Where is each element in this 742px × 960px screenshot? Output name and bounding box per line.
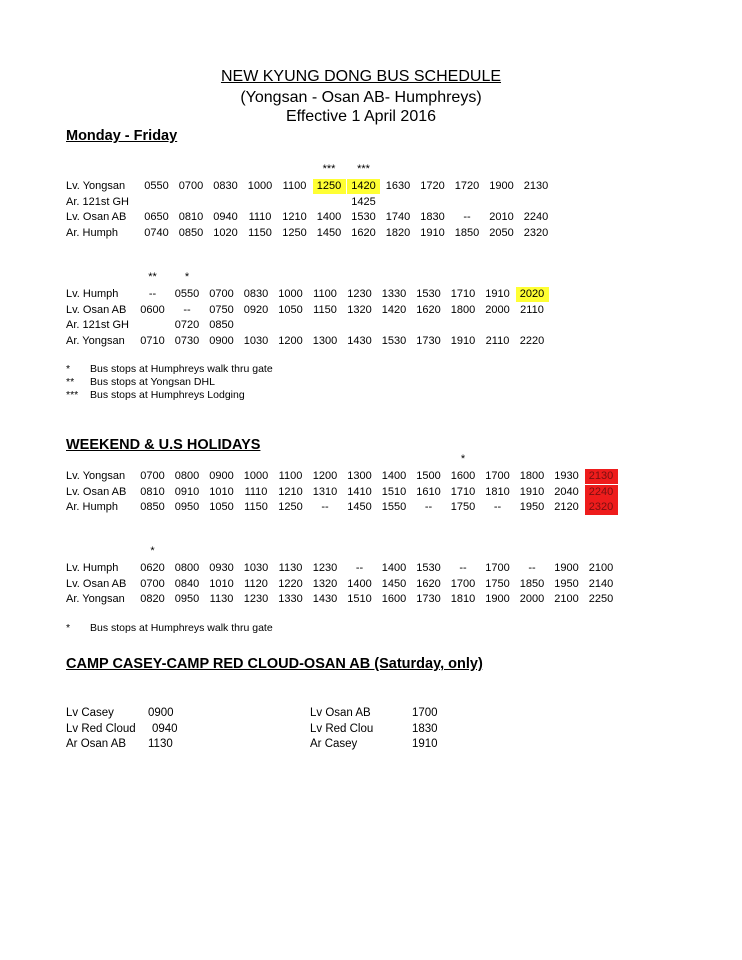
departure-time: 1820 [385, 226, 411, 239]
departure-time: 1100 [313, 288, 337, 300]
departure-time: 2140 [588, 577, 614, 590]
departure-time: 1450 [347, 501, 372, 513]
departure-time: 1530 [381, 334, 407, 347]
stop-label: Lv. Humph [66, 288, 119, 300]
saturday-heading: CAMP CASEY-CAMP RED CLOUD-OSAN AB (Saturday, only) [66, 656, 483, 672]
departure-time: 1120 [244, 577, 268, 590]
departure-time: 2130 [585, 469, 618, 484]
stop-label: Lv. Osan AB [66, 211, 127, 223]
departure-time: 0750 [209, 303, 234, 316]
service-marker: *** [322, 163, 336, 175]
departure-time: 0810 [140, 485, 165, 498]
departure-time: -- [148, 288, 157, 300]
departure-time: 1900 [554, 562, 579, 574]
departure-time: 0820 [140, 593, 165, 605]
departure-time: 1420 [381, 303, 407, 316]
departure-time: 1430 [312, 593, 338, 605]
departure-time: 1220 [278, 577, 303, 590]
departure-time: 2250 [588, 593, 614, 605]
departure-time: 1700 [485, 470, 510, 482]
departure-time: 1800 [519, 470, 545, 482]
departure-time: 0620 [140, 562, 165, 574]
service-marker: * [150, 545, 155, 557]
departure-time: 1210 [278, 485, 303, 498]
stop-label: Ar. 121st GH [66, 195, 129, 208]
departure-time: 1530 [351, 211, 376, 223]
stop-label: Ar. Yongsan [66, 334, 125, 347]
weekend-heading: WEEKEND & U.S HOLIDAYS [66, 437, 261, 453]
departure-time: 1800 [450, 303, 476, 316]
departure-time: 1130 [209, 593, 234, 605]
departure-time: -- [528, 562, 536, 574]
departure-time: 0850 [178, 226, 204, 239]
departure-time: 1200 [278, 334, 303, 347]
departure-time: 1030 [243, 562, 269, 574]
stop-label: Lv. Osan AB [66, 303, 127, 316]
departure-time: 0800 [174, 562, 200, 574]
departure-time: 1050 [278, 303, 303, 316]
departure-time: 1230 [312, 562, 338, 574]
departure-time: 1320 [347, 303, 372, 316]
footnote-symbol: *** [66, 389, 79, 401]
departure-time: 1410 [347, 485, 372, 498]
departure-time: 0700 [140, 577, 165, 590]
departure-time: 1050 [209, 501, 234, 513]
departure-time: 1300 [347, 470, 372, 482]
footnote-text: Bus stops at Humphreys walk thru gate [90, 363, 273, 375]
departure-time: 0730 [174, 334, 200, 347]
departure-time: 1850 [454, 226, 480, 239]
departure-time: 1010 [209, 577, 234, 590]
departure-time: 2040 [554, 485, 579, 498]
departure-time: 1130 [148, 738, 173, 750]
departure-time: 1400 [381, 562, 407, 574]
footnote-text: Bus stops at Humphreys walk thru gate [90, 622, 273, 634]
departure-time: -- [463, 211, 471, 223]
footnote-text: Bus stops at Yongsan DHL [90, 376, 215, 388]
footnote [66, 363, 273, 375]
departure-time: 1250 [282, 226, 307, 239]
departure-time: 1510 [347, 593, 372, 605]
departure-time: -- [355, 562, 364, 574]
departure-time: 2110 [485, 334, 510, 347]
departure-time: 1100 [278, 470, 303, 482]
departure-time: 0950 [174, 501, 200, 513]
footnote [66, 622, 273, 634]
departure-time: 0900 [209, 334, 234, 347]
departure-time: 0700 [178, 180, 204, 192]
departure-time: 1010 [209, 485, 234, 498]
route-subtitle: (Yongsan - Osan AB- Humphreys) [240, 89, 482, 106]
departure-time: 1600 [450, 470, 476, 482]
weekday-heading: Monday - Friday [66, 128, 178, 144]
departure-time: 1950 [519, 501, 545, 513]
departure-time: 0940 [213, 211, 238, 223]
departure-time: 1330 [278, 593, 303, 605]
departure-time: 0900 [209, 470, 234, 482]
departure-time: 1400 [316, 211, 342, 223]
departure-time: 1450 [316, 226, 342, 239]
stop-label: Ar. Humph [66, 501, 118, 513]
departure-time: 1810 [485, 485, 510, 498]
stop-label: Lv. Yongsan [66, 470, 126, 482]
footnote-symbol: ** [66, 376, 75, 388]
departure-time: 0830 [243, 288, 269, 300]
departure-time: 1910 [412, 738, 438, 750]
departure-time: -- [424, 501, 433, 513]
service-marker: ** [148, 271, 157, 283]
departure-time: 1000 [278, 288, 303, 300]
departure-time: 1830 [420, 211, 445, 223]
departure-time: 0810 [178, 211, 204, 223]
departure-time: 0550 [174, 288, 200, 300]
departure-time: 1710 [450, 288, 476, 300]
departure-time: 1150 [248, 226, 272, 239]
departure-time: 1425 [351, 195, 376, 208]
departure-time: 1250 [278, 501, 303, 513]
departure-time: 1200 [312, 470, 338, 482]
departure-time: 0840 [174, 577, 200, 590]
footnote-text: Bus stops at Humphreys Lodging [90, 389, 245, 401]
stop-label: Ar Osan AB [66, 738, 127, 750]
stop-label: Lv Red Cloud [66, 722, 136, 735]
departure-time: 1020 [213, 226, 238, 239]
stop-label: Lv Casey [66, 707, 114, 719]
footnote-symbol: * [66, 363, 71, 375]
stop-label: Ar. Yongsan [66, 593, 125, 605]
departure-time: 1320 [312, 577, 338, 590]
departure-time: 2320 [523, 226, 549, 239]
departure-time: 1900 [485, 593, 510, 605]
departure-time: 1250 [313, 179, 346, 194]
departure-time: 1430 [347, 334, 372, 347]
departure-time: 0700 [140, 470, 165, 482]
departure-time: 0800 [174, 470, 200, 482]
departure-time: 0830 [213, 180, 238, 192]
departure-time: 1750 [485, 577, 510, 590]
departure-time: 1230 [347, 288, 372, 300]
departure-time: 0720 [174, 319, 200, 331]
departure-time: 0930 [209, 562, 234, 574]
departure-time: 1910 [450, 334, 476, 347]
departure-time: 1000 [243, 470, 269, 482]
departure-time: 1950 [554, 577, 579, 590]
departure-time: 1110 [244, 485, 268, 498]
stop-label: Ar. 121st GH [66, 319, 129, 331]
departure-time: 0900 [148, 707, 174, 719]
departure-time: 1310 [312, 485, 338, 498]
stop-label: Ar. Humph [66, 226, 118, 239]
departure-time: 1930 [554, 470, 579, 482]
departure-time: 1400 [381, 470, 407, 482]
departure-time: 1700 [412, 707, 438, 719]
departure-time: 1110 [248, 211, 272, 223]
departure-time: 1620 [416, 577, 441, 590]
departure-time: 1750 [450, 501, 476, 513]
departure-time: 1500 [416, 470, 441, 482]
stop-label: Lv. Osan AB [66, 485, 127, 498]
departure-time: 1700 [450, 577, 476, 590]
departure-time: -- [321, 501, 329, 513]
departure-time: 1600 [381, 593, 407, 605]
departure-time: 0600 [140, 303, 165, 316]
departure-time: -- [459, 562, 467, 574]
departure-time: 0920 [243, 303, 269, 316]
departure-time: 1710 [450, 485, 476, 498]
departure-time: 0950 [174, 593, 200, 605]
departure-time: 2000 [519, 593, 545, 605]
departure-time: 0650 [144, 211, 169, 223]
schedule-title: NEW KYUNG DONG BUS SCHEDULE [220, 68, 502, 85]
departure-time: -- [183, 303, 191, 316]
departure-time: 2100 [554, 593, 579, 605]
departure-time: 1510 [381, 485, 407, 498]
departure-time: 1630 [385, 180, 411, 192]
departure-time: 1550 [381, 501, 407, 513]
departure-time: 1910 [519, 485, 545, 498]
departure-time: 0910 [174, 485, 200, 498]
departure-time: 1530 [416, 562, 441, 574]
departure-time: 1420 [347, 179, 380, 194]
departure-time: 0740 [144, 226, 169, 239]
departure-time: 2110 [520, 303, 544, 316]
departure-time: 0850 [209, 319, 234, 331]
departure-time: 1150 [313, 303, 337, 316]
departure-time: 1810 [450, 593, 476, 605]
departure-time: 0700 [209, 288, 234, 300]
departure-time: 1230 [243, 593, 269, 605]
departure-time: 2000 [485, 303, 510, 316]
departure-time: -- [493, 501, 502, 513]
departure-time: 0850 [140, 501, 165, 513]
departure-time: 0550 [144, 180, 169, 192]
departure-time: 1730 [416, 334, 441, 347]
departure-time: 2010 [489, 211, 514, 223]
departure-time: 1000 [247, 180, 273, 192]
departure-time: 2320 [585, 500, 618, 515]
stop-label: Lv. Humph [66, 562, 119, 574]
departure-time: 1100 [282, 180, 307, 192]
departure-time: 1210 [282, 211, 307, 223]
effective-date: Effective 1 April 2016 [285, 108, 437, 125]
departure-time: 2240 [523, 211, 549, 223]
departure-time: 1610 [416, 485, 441, 498]
departure-time: 1030 [243, 334, 269, 347]
departure-time: 1330 [381, 288, 407, 300]
departure-time: 2020 [516, 287, 549, 302]
departure-time: 1130 [278, 562, 303, 574]
service-marker: *** [357, 163, 370, 175]
departure-time: 2120 [554, 501, 579, 513]
departure-time: 1300 [312, 334, 338, 347]
footnote-symbol: * [66, 622, 71, 634]
departure-time: 2220 [519, 334, 545, 347]
departure-time: 0940 [152, 722, 178, 735]
departure-time: 2100 [588, 562, 614, 574]
departure-time: 1730 [416, 593, 441, 605]
departure-time: 1850 [519, 577, 545, 590]
service-marker: * [460, 453, 466, 465]
departure-time: 0710 [140, 334, 165, 347]
departure-time: 1150 [244, 501, 268, 513]
footnote [66, 389, 245, 401]
footnote [66, 376, 215, 388]
stop-label: Lv Red Clou [310, 722, 374, 735]
departure-time: 2050 [489, 226, 514, 239]
departure-time: 1910 [485, 288, 510, 300]
departure-time: 1400 [347, 577, 372, 590]
departure-time: 1620 [351, 226, 376, 239]
departure-time: 1530 [416, 288, 441, 300]
departure-time: 2130 [523, 180, 549, 192]
departure-time: 1720 [454, 180, 480, 192]
departure-time: 2240 [585, 485, 618, 500]
stop-label: Lv. Osan AB [66, 577, 127, 590]
stop-label: Lv. Yongsan [66, 180, 126, 192]
departure-time: 1700 [485, 562, 510, 574]
departure-time: 1740 [385, 211, 411, 223]
departure-time: 1830 [412, 722, 438, 735]
departure-time: 1720 [420, 180, 445, 192]
departure-time: 1900 [489, 180, 514, 192]
stop-label: Lv Osan AB [310, 707, 371, 719]
departure-time: 1620 [416, 303, 441, 316]
departure-time: 1450 [381, 577, 407, 590]
departure-time: 1910 [420, 226, 445, 239]
service-marker: * [184, 271, 190, 283]
stop-label: Ar Casey [310, 738, 358, 750]
